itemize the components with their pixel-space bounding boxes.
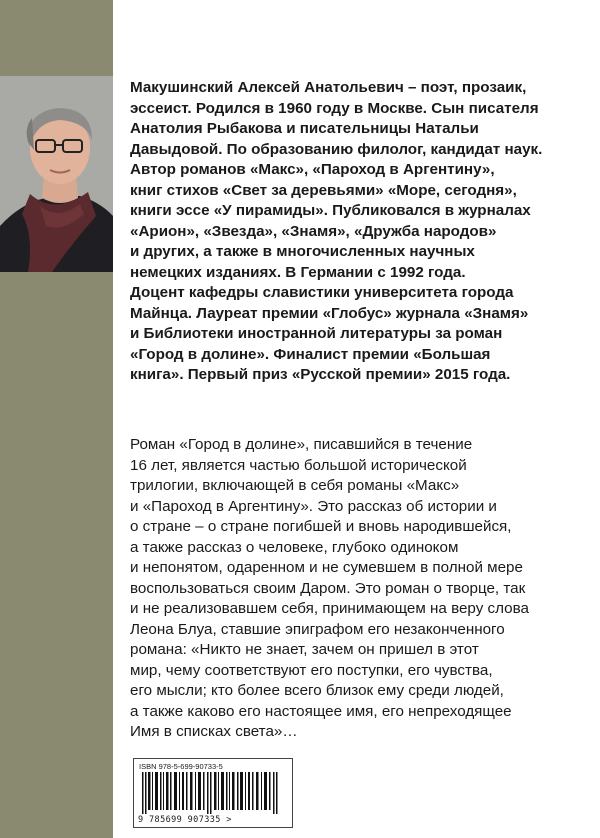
isbn-label: ISBN 978-5-699-90733-5 (139, 762, 223, 771)
barcode-digits: 9 785699 907335 > (138, 815, 232, 825)
isbn-barcode (133, 758, 293, 828)
author-biography: Макушинский Алексей Анатольевич – поэт, прозаик, эссеист. Родился в 1960 году в Москве. Сын писателя Анатолия Рыбакова и писательницы Натальи Давыдовой. По образованию филолог, кандидат наук. Автор романов «Макс», «Пароход в Аргентину», книг стихов «Свет за деревьями» «Море, сегодня», книги эссе «У пирамиды». Публиковался в журналах «Арион», «Звезда», «Знамя», «Дружба народов» и других, а также в многочисленных научных немецких изданиях. В Германии с 1992 года. Доцент кафедры славистики университета города Майнца. Лауреат премии «Глобус» журнала «Знамя» и Библиотеки иностранной литературы за роман «Город в долине». Финалист премии «Большая книга». Первый приз «Русской премии» 2015 года. (130, 79, 543, 383)
barcode-bars-icon (140, 772, 286, 814)
book-description: Роман «Город в долине», писавшийся в течение 16 лет, является частью большой исторической трилогии, включающей в себя романы «Макс» и «Пароход в Аргентину». Это рассказ об истории и о стране – о стране погибшей и вновь народившейся, а также рассказ о человеке, глубоко одиноком и непонятом, одаренном и не сумевшем в полной мере воспользоваться своим Даром. Это роман о творце, так и не реализовавшем себя, принимающем на веру слова Леона Блуа, ставшие эпиграфом его незаконченного романа: «Никто не знает, зачем он пришел в этот мир, чему соответствуют его поступки, его чувства, его мысли; кто более всего близок ему среди людей, а также каково его настоящее имя, его непреходящее Имя в списках света»… (130, 436, 529, 740)
author-photo (0, 76, 113, 272)
